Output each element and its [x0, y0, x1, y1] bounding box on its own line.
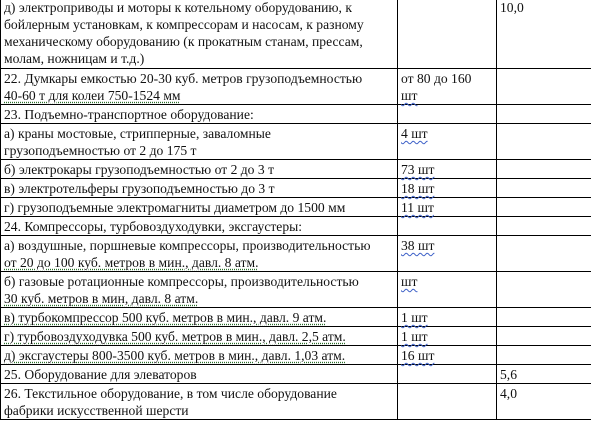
text-line: 24. Компрессоры, турбовоздуходувки, эксгаустеры:	[4, 219, 303, 234]
table-row	[1, 160, 591, 179]
item-description	[1, 105, 398, 124]
item-quantity	[398, 365, 497, 384]
quantity-value: 18 шт	[401, 181, 435, 196]
table-row	[1, 179, 591, 198]
item-description	[1, 365, 398, 384]
text-line: б) газовые ротационные компрессоры, производительностью	[4, 274, 359, 289]
text-line: г) грузоподъемные электромагниты диаметром до 1500 мм	[4, 200, 346, 215]
item-description	[1, 346, 398, 365]
item-rate	[497, 327, 591, 346]
text-line: от 20 до 100 куб. метров в мин., давл. 8 атм.	[4, 255, 259, 270]
text-line: 25. Оборудование для элеваторов	[4, 367, 197, 382]
text-line: от 80 до 160	[401, 71, 472, 86]
text-line: 30 куб. метров в мин, давл. 8 атм.	[4, 291, 199, 306]
item-rate	[497, 124, 591, 160]
table-row	[1, 124, 591, 160]
text-line: 23. Подъемно-транспортное оборудование:	[4, 107, 254, 122]
item-description	[1, 198, 398, 217]
item-description	[1, 327, 398, 346]
table-row	[1, 365, 591, 384]
table-row	[1, 384, 591, 420]
quantity-value: 38 шт	[401, 238, 435, 253]
text-line: 40-60 т для колеи 750-1524 мм	[4, 88, 181, 103]
item-quantity	[398, 217, 497, 236]
item-quantity	[398, 308, 497, 327]
text-line: механическому оборудованию (к прокатным станам, прессам,	[4, 34, 363, 49]
item-quantity	[398, 105, 497, 124]
item-quantity	[398, 69, 497, 105]
quantity-value: шт	[401, 274, 418, 289]
item-quantity	[398, 0, 497, 69]
item-quantity	[398, 384, 497, 420]
item-rate	[497, 198, 591, 217]
item-rate	[497, 236, 591, 272]
table-row	[1, 346, 591, 365]
table-row	[1, 308, 591, 327]
text-line: в) турбокомпрессор 500 куб. метров в мин., давл. 9 атм.	[4, 310, 327, 325]
text-line: 22. Думкары емкостью 20-30 куб. метров грузоподъемностью	[4, 71, 363, 86]
text-line: б) электрокары грузоподъемностью от 2 до 3 т	[4, 162, 275, 177]
item-rate	[497, 217, 591, 236]
text-line: 26. Текстильное оборудование, в том числе оборудование	[4, 386, 337, 401]
table-row	[1, 327, 591, 346]
quantity-value: 73 шт	[401, 162, 435, 177]
text-line: фабрики искусственной шерсти	[4, 403, 189, 418]
item-description	[1, 308, 398, 327]
text-line: а) краны мостовые, стрипперные, заваломные	[4, 126, 271, 141]
table-row	[1, 105, 591, 124]
table-row	[1, 272, 591, 308]
item-description	[1, 124, 398, 160]
quantity-value: 1 шт	[401, 310, 428, 325]
item-rate	[497, 69, 591, 105]
item-description	[1, 384, 398, 420]
text-line: д) электроприводы и моторы к котельному оборудованию, к	[4, 0, 352, 15]
item-description	[1, 272, 398, 308]
table-row	[1, 236, 591, 272]
item-quantity	[398, 327, 497, 346]
item-rate	[497, 179, 591, 198]
quantity-value: 11 шт	[401, 200, 434, 215]
item-rate: 4,0	[497, 384, 591, 420]
item-rate	[497, 160, 591, 179]
text-line: г) турбовоздуходувка 500 куб. метров в мин., давл. 2,5 атм.	[4, 329, 346, 344]
item-quantity	[398, 346, 497, 365]
item-description	[1, 160, 398, 179]
text-line: а) воздушные, поршневые компрессоры, производительностью	[4, 238, 371, 253]
item-quantity	[398, 198, 497, 217]
item-quantity	[398, 124, 497, 160]
text-line: шт	[401, 88, 418, 103]
item-rate	[497, 308, 591, 327]
item-description	[1, 0, 398, 69]
table-row	[1, 217, 591, 236]
item-quantity	[398, 179, 497, 198]
text-line: молам, ножницам и т.д.)	[4, 51, 145, 66]
text-line: в) электротельферы грузоподъемностью до 3 т	[4, 181, 275, 196]
item-rate	[497, 272, 591, 308]
item-description	[1, 179, 398, 198]
quantity-value: 1 шт	[401, 329, 428, 344]
text-line: бойлерным установкам, к компрессорам и насосам, к разному	[4, 17, 364, 32]
item-description	[1, 217, 398, 236]
table-row	[1, 0, 591, 69]
quantity-value: 4 шт	[401, 126, 428, 141]
item-description	[1, 69, 398, 105]
item-quantity	[398, 272, 497, 308]
text-line: грузоподъемностью от 2 до 175 т	[4, 143, 197, 158]
item-rate	[497, 346, 591, 365]
quantity-value: 16 шт	[401, 348, 435, 363]
item-quantity	[398, 160, 497, 179]
item-rate: 10,0	[497, 0, 591, 69]
table-row	[1, 198, 591, 217]
item-rate	[497, 105, 591, 124]
item-rate: 5,6	[497, 365, 591, 384]
item-quantity	[398, 236, 497, 272]
text-line: д) эксгаустеры 800-3500 куб. метров в мин., давл. 1,03 атм.	[4, 348, 346, 363]
table-row	[1, 69, 591, 105]
item-description	[1, 236, 398, 272]
